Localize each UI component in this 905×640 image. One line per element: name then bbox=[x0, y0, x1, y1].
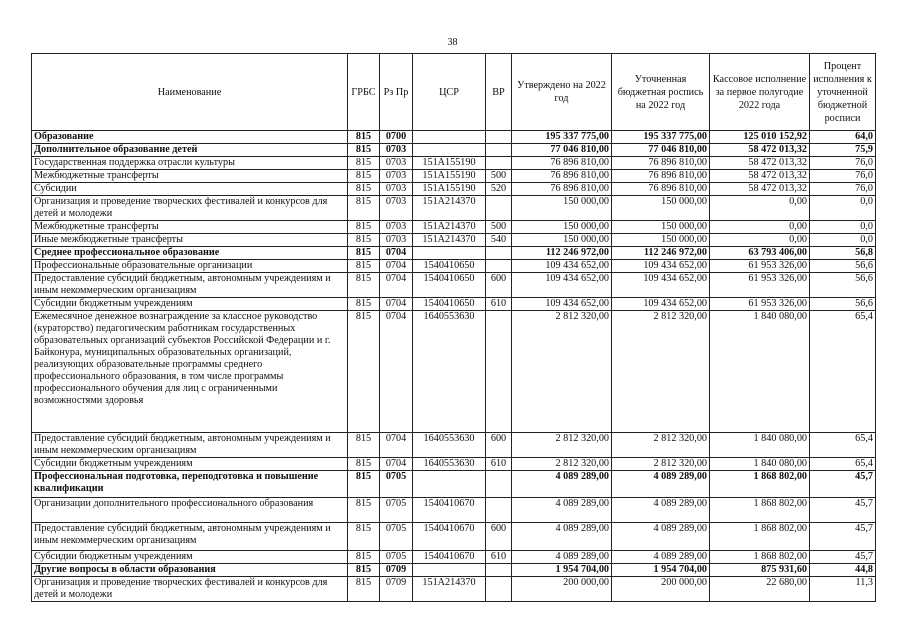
table-row bbox=[32, 221, 876, 234]
row-approved: 4 089 289,00 bbox=[512, 551, 612, 564]
row-csr: 1540410650 bbox=[413, 260, 486, 273]
row-approved: 109 434 652,00 bbox=[512, 273, 612, 298]
row-rzpr: 0704 bbox=[380, 433, 413, 458]
row-rzpr: 0709 bbox=[380, 564, 413, 577]
row-vr bbox=[486, 144, 512, 157]
row-rzpr: 0705 bbox=[380, 498, 413, 523]
row-refined: 109 434 652,00 bbox=[612, 260, 710, 273]
table-row bbox=[32, 170, 876, 183]
row-refined: 77 046 810,00 bbox=[612, 144, 710, 157]
row-percent: 64,0 bbox=[810, 131, 876, 144]
row-name: Предоставление субсидий бюджетным, автономным учреждениям и иным некоммерческим организациям bbox=[32, 273, 348, 298]
row-name: Организация и проведение творческих фестивалей и конкурсов для детей и молодежи bbox=[32, 577, 348, 602]
table-row bbox=[32, 183, 876, 196]
row-percent: 0,0 bbox=[810, 221, 876, 234]
row-vr bbox=[486, 471, 512, 498]
row-name: Другие вопросы в области образования bbox=[32, 564, 348, 577]
row-grbs: 815 bbox=[348, 260, 380, 273]
row-approved: 76 896 810,00 bbox=[512, 170, 612, 183]
row-rzpr: 0703 bbox=[380, 183, 413, 196]
row-cash: 125 010 152,92 bbox=[710, 131, 810, 144]
row-refined: 1 954 704,00 bbox=[612, 564, 710, 577]
row-cash: 0,00 bbox=[710, 221, 810, 234]
row-approved: 77 046 810,00 bbox=[512, 144, 612, 157]
row-percent: 65,4 bbox=[810, 458, 876, 471]
row-grbs: 815 bbox=[348, 157, 380, 170]
page-number: 38 bbox=[447, 37, 458, 48]
table-row bbox=[32, 196, 876, 221]
row-cash: 0,00 bbox=[710, 196, 810, 221]
header-csr: ЦСР bbox=[413, 54, 486, 131]
row-refined: 150 000,00 bbox=[612, 196, 710, 221]
row-vr: 610 bbox=[486, 551, 512, 564]
row-cash: 1 868 802,00 bbox=[710, 551, 810, 564]
row-csr bbox=[413, 144, 486, 157]
row-approved: 109 434 652,00 bbox=[512, 298, 612, 311]
row-cash: 1 868 802,00 bbox=[710, 498, 810, 523]
row-vr bbox=[486, 577, 512, 602]
row-rzpr: 0705 bbox=[380, 471, 413, 498]
table-row bbox=[32, 247, 876, 260]
row-rzpr: 0704 bbox=[380, 273, 413, 298]
row-grbs: 815 bbox=[348, 144, 380, 157]
table-row bbox=[32, 471, 876, 498]
row-refined: 109 434 652,00 bbox=[612, 273, 710, 298]
row-csr: 151A214370 bbox=[413, 196, 486, 221]
row-csr: 151A155190 bbox=[413, 170, 486, 183]
header-percent: Процент исполнения к уточненной бюджетной росписи bbox=[810, 54, 876, 131]
row-grbs: 815 bbox=[348, 196, 380, 221]
table-row bbox=[32, 144, 876, 157]
row-name: Предоставление субсидий бюджетным, автономным учреждениям и иным некоммерческим организациям bbox=[32, 433, 348, 458]
row-percent: 45,7 bbox=[810, 498, 876, 523]
row-refined: 2 812 320,00 bbox=[612, 311, 710, 433]
row-vr bbox=[486, 498, 512, 523]
row-grbs: 815 bbox=[348, 433, 380, 458]
header-name: Наименование bbox=[32, 54, 348, 131]
row-cash: 63 793 406,00 bbox=[710, 247, 810, 260]
row-percent: 76,0 bbox=[810, 170, 876, 183]
row-vr: 610 bbox=[486, 298, 512, 311]
row-rzpr: 0703 bbox=[380, 196, 413, 221]
row-grbs: 815 bbox=[348, 273, 380, 298]
row-csr: 1640553630 bbox=[413, 311, 486, 433]
table-row bbox=[32, 551, 876, 564]
row-csr: 1640553630 bbox=[413, 458, 486, 471]
row-percent: 75,9 bbox=[810, 144, 876, 157]
row-csr bbox=[413, 471, 486, 498]
row-approved: 2 812 320,00 bbox=[512, 433, 612, 458]
row-csr: 1640553630 bbox=[413, 433, 486, 458]
row-percent: 0,0 bbox=[810, 196, 876, 221]
row-percent: 56,6 bbox=[810, 273, 876, 298]
row-rzpr: 0705 bbox=[380, 551, 413, 564]
row-refined: 195 337 775,00 bbox=[612, 131, 710, 144]
row-vr bbox=[486, 260, 512, 273]
row-csr bbox=[413, 564, 486, 577]
table-body bbox=[32, 131, 876, 602]
table-row bbox=[32, 298, 876, 311]
row-approved: 76 896 810,00 bbox=[512, 183, 612, 196]
header-cash: Кассовое исполнение за первое полугодие 2022 года bbox=[710, 54, 810, 131]
row-rzpr: 0704 bbox=[380, 260, 413, 273]
row-cash: 61 953 326,00 bbox=[710, 273, 810, 298]
row-csr: 151A155190 bbox=[413, 183, 486, 196]
row-percent: 65,4 bbox=[810, 433, 876, 458]
row-percent: 56,6 bbox=[810, 298, 876, 311]
row-name: Предоставление субсидий бюджетным, автономным учреждениям и иным некоммерческим организациям bbox=[32, 523, 348, 551]
row-cash: 1 840 080,00 bbox=[710, 433, 810, 458]
table-row bbox=[32, 433, 876, 458]
row-vr bbox=[486, 131, 512, 144]
row-refined: 112 246 972,00 bbox=[612, 247, 710, 260]
row-cash: 1 868 802,00 bbox=[710, 471, 810, 498]
row-refined: 109 434 652,00 bbox=[612, 298, 710, 311]
row-csr: 1540410650 bbox=[413, 298, 486, 311]
row-rzpr: 0703 bbox=[380, 144, 413, 157]
row-vr: 500 bbox=[486, 221, 512, 234]
row-refined: 150 000,00 bbox=[612, 221, 710, 234]
row-rzpr: 0705 bbox=[380, 523, 413, 551]
row-rzpr: 0709 bbox=[380, 577, 413, 602]
row-vr bbox=[486, 196, 512, 221]
row-grbs: 815 bbox=[348, 471, 380, 498]
row-grbs: 815 bbox=[348, 523, 380, 551]
row-approved: 112 246 972,00 bbox=[512, 247, 612, 260]
header-grbs: ГРБС bbox=[348, 54, 380, 131]
row-refined: 2 812 320,00 bbox=[612, 458, 710, 471]
row-name: Ежемесячное денежное вознаграждение за классное руководство (кураторство) педагогическим работникам государственных образовательных организаций субъектов Российской Федерации и г. Байконура, муниципальных образовательных организаций, реализующих образовательные программы среднего профессионального образования, в том числе программы профессионального обучения для лиц с ограниченными возможностями здоровья bbox=[32, 311, 348, 433]
row-rzpr: 0700 bbox=[380, 131, 413, 144]
row-csr: 1540410670 bbox=[413, 523, 486, 551]
row-grbs: 815 bbox=[348, 577, 380, 602]
row-csr: 1540410670 bbox=[413, 498, 486, 523]
table-row bbox=[32, 564, 876, 577]
row-percent: 45,7 bbox=[810, 471, 876, 498]
row-name: Субсидии bbox=[32, 183, 348, 196]
row-grbs: 815 bbox=[348, 311, 380, 433]
row-grbs: 815 bbox=[348, 458, 380, 471]
row-vr bbox=[486, 564, 512, 577]
row-name: Субсидии бюджетным учреждениям bbox=[32, 298, 348, 311]
row-grbs: 815 bbox=[348, 170, 380, 183]
budget-table bbox=[31, 53, 876, 602]
header-rzpr: Рз Пр bbox=[380, 54, 413, 131]
row-name: Профессиональная подготовка, переподготовка и повышение квалификации bbox=[32, 471, 348, 498]
row-cash: 58 472 013,32 bbox=[710, 157, 810, 170]
row-grbs: 815 bbox=[348, 564, 380, 577]
row-csr: 151A214370 bbox=[413, 221, 486, 234]
row-cash: 1 840 080,00 bbox=[710, 458, 810, 471]
row-rzpr: 0704 bbox=[380, 311, 413, 433]
row-rzpr: 0703 bbox=[380, 157, 413, 170]
row-percent: 0,0 bbox=[810, 234, 876, 247]
row-cash: 58 472 013,32 bbox=[710, 183, 810, 196]
row-grbs: 815 bbox=[348, 183, 380, 196]
row-percent: 76,0 bbox=[810, 183, 876, 196]
row-percent: 44,8 bbox=[810, 564, 876, 577]
row-approved: 2 812 320,00 bbox=[512, 458, 612, 471]
row-grbs: 815 bbox=[348, 221, 380, 234]
row-approved: 150 000,00 bbox=[512, 234, 612, 247]
row-grbs: 815 bbox=[348, 131, 380, 144]
row-csr: 1540410670 bbox=[413, 551, 486, 564]
row-refined: 150 000,00 bbox=[612, 234, 710, 247]
row-csr: 151A155190 bbox=[413, 157, 486, 170]
row-percent: 45,7 bbox=[810, 551, 876, 564]
row-rzpr: 0704 bbox=[380, 247, 413, 260]
row-rzpr: 0703 bbox=[380, 221, 413, 234]
row-cash: 1 868 802,00 bbox=[710, 523, 810, 551]
row-grbs: 815 bbox=[348, 298, 380, 311]
row-cash: 22 680,00 bbox=[710, 577, 810, 602]
row-approved: 150 000,00 bbox=[512, 196, 612, 221]
row-vr: 500 bbox=[486, 170, 512, 183]
table-row bbox=[32, 498, 876, 523]
row-name: Организации дополнительного профессионального образования bbox=[32, 498, 348, 523]
row-percent: 65,4 bbox=[810, 311, 876, 433]
table-row bbox=[32, 577, 876, 602]
table-row bbox=[32, 311, 876, 433]
row-rzpr: 0703 bbox=[380, 234, 413, 247]
row-approved: 4 089 289,00 bbox=[512, 523, 612, 551]
row-vr: 610 bbox=[486, 458, 512, 471]
row-name: Государственная поддержка отрасли культуры bbox=[32, 157, 348, 170]
row-vr: 600 bbox=[486, 273, 512, 298]
row-name: Субсидии бюджетным учреждениям bbox=[32, 551, 348, 564]
row-name: Субсидии бюджетным учреждениям bbox=[32, 458, 348, 471]
row-vr: 600 bbox=[486, 433, 512, 458]
row-cash: 0,00 bbox=[710, 234, 810, 247]
row-csr bbox=[413, 247, 486, 260]
table-row bbox=[32, 458, 876, 471]
row-cash: 61 953 326,00 bbox=[710, 298, 810, 311]
row-approved: 195 337 775,00 bbox=[512, 131, 612, 144]
row-cash: 58 472 013,32 bbox=[710, 170, 810, 183]
table-row bbox=[32, 273, 876, 298]
row-cash: 58 472 013,32 bbox=[710, 144, 810, 157]
row-name: Среднее профессиональное образование bbox=[32, 247, 348, 260]
row-vr bbox=[486, 157, 512, 170]
row-percent: 56,6 bbox=[810, 260, 876, 273]
row-csr bbox=[413, 131, 486, 144]
table-row bbox=[32, 131, 876, 144]
row-name: Иные межбюджетные трансферты bbox=[32, 234, 348, 247]
row-percent: 56,8 bbox=[810, 247, 876, 260]
row-vr: 600 bbox=[486, 523, 512, 551]
header-vr: ВР bbox=[486, 54, 512, 131]
row-refined: 4 089 289,00 bbox=[612, 471, 710, 498]
row-refined: 200 000,00 bbox=[612, 577, 710, 602]
row-approved: 4 089 289,00 bbox=[512, 471, 612, 498]
row-vr: 540 bbox=[486, 234, 512, 247]
row-name: Межбюджетные трансферты bbox=[32, 170, 348, 183]
row-percent: 76,0 bbox=[810, 157, 876, 170]
row-percent: 45,7 bbox=[810, 523, 876, 551]
row-rzpr: 0704 bbox=[380, 458, 413, 471]
row-refined: 76 896 810,00 bbox=[612, 170, 710, 183]
row-cash: 875 931,60 bbox=[710, 564, 810, 577]
table-row bbox=[32, 234, 876, 247]
row-approved: 200 000,00 bbox=[512, 577, 612, 602]
row-grbs: 815 bbox=[348, 498, 380, 523]
header-approved: Утверждено на 2022 год bbox=[512, 54, 612, 131]
row-csr: 151A214370 bbox=[413, 234, 486, 247]
row-grbs: 815 bbox=[348, 551, 380, 564]
row-csr: 151A214370 bbox=[413, 577, 486, 602]
row-rzpr: 0703 bbox=[380, 170, 413, 183]
row-name: Межбюджетные трансферты bbox=[32, 221, 348, 234]
header-row bbox=[32, 54, 876, 131]
row-grbs: 815 bbox=[348, 234, 380, 247]
row-name: Организация и проведение творческих фестивалей и конкурсов для детей и молодежи bbox=[32, 196, 348, 221]
row-approved: 109 434 652,00 bbox=[512, 260, 612, 273]
row-approved: 4 089 289,00 bbox=[512, 498, 612, 523]
table-row bbox=[32, 260, 876, 273]
row-refined: 4 089 289,00 bbox=[612, 551, 710, 564]
header-refined: Уточненная бюджетная роспись на 2022 год bbox=[612, 54, 710, 131]
row-vr bbox=[486, 311, 512, 433]
row-refined: 76 896 810,00 bbox=[612, 157, 710, 170]
row-cash: 61 953 326,00 bbox=[710, 260, 810, 273]
row-name: Профессиональные образовательные организации bbox=[32, 260, 348, 273]
row-refined: 4 089 289,00 bbox=[612, 498, 710, 523]
row-approved: 2 812 320,00 bbox=[512, 311, 612, 433]
row-approved: 150 000,00 bbox=[512, 221, 612, 234]
row-name: Дополнительное образование детей bbox=[32, 144, 348, 157]
row-grbs: 815 bbox=[348, 247, 380, 260]
row-refined: 76 896 810,00 bbox=[612, 183, 710, 196]
table-row bbox=[32, 523, 876, 551]
row-cash: 1 840 080,00 bbox=[710, 311, 810, 433]
row-refined: 4 089 289,00 bbox=[612, 523, 710, 551]
row-name: Образование bbox=[32, 131, 348, 144]
row-percent: 11,3 bbox=[810, 577, 876, 602]
row-vr: 520 bbox=[486, 183, 512, 196]
row-approved: 76 896 810,00 bbox=[512, 157, 612, 170]
table-row bbox=[32, 157, 876, 170]
row-approved: 1 954 704,00 bbox=[512, 564, 612, 577]
row-refined: 2 812 320,00 bbox=[612, 433, 710, 458]
row-csr: 1540410650 bbox=[413, 273, 486, 298]
row-vr bbox=[486, 247, 512, 260]
row-rzpr: 0704 bbox=[380, 298, 413, 311]
